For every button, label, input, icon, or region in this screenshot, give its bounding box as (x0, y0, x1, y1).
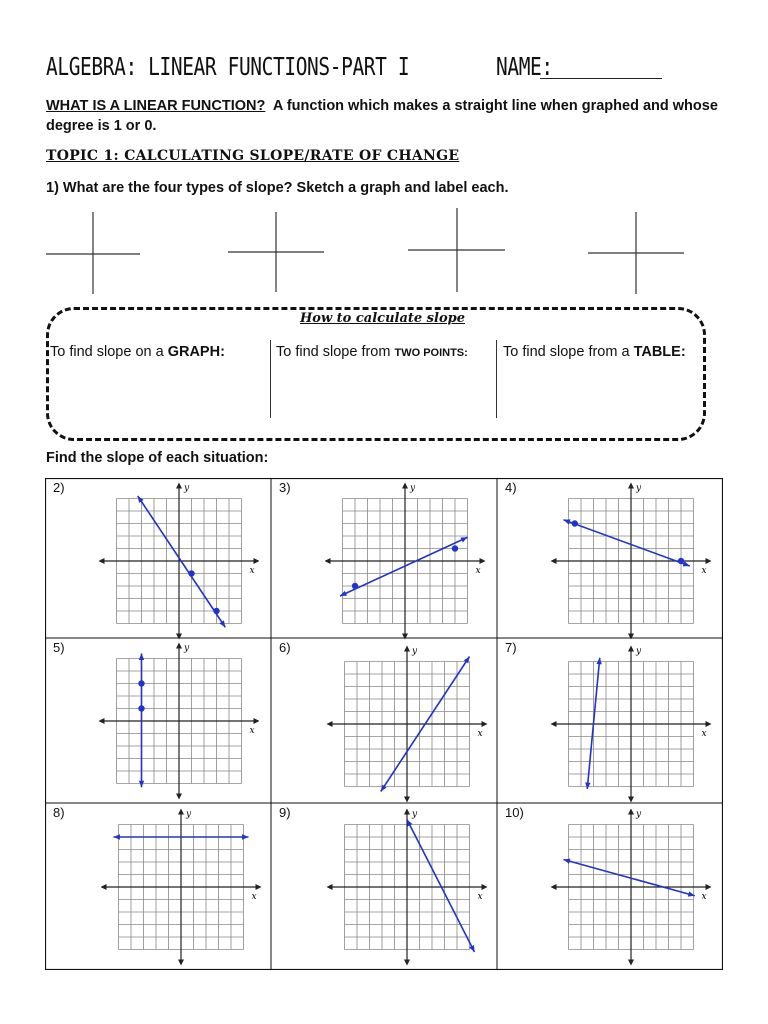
points-method-label (276, 344, 468, 360)
definition-paragraph (46, 96, 726, 136)
y-axis-label: y (412, 809, 418, 820)
x-axis-label: x (475, 566, 481, 576)
table-method-bold: TABLE: (633, 344, 686, 360)
y-axis-label: y (636, 809, 642, 820)
column-divider-2 (496, 340, 497, 418)
problem-number: 9) (279, 805, 291, 820)
x-axis-label: x (477, 729, 483, 739)
x-axis-label: x (477, 892, 483, 902)
problem-cell (271, 803, 497, 970)
y-axis-label: y (636, 646, 642, 657)
blank-axes-4 (588, 212, 684, 294)
table-method-label (503, 344, 686, 360)
problem-cell (45, 478, 271, 638)
slope-box-heading: How to calculate slope (300, 311, 465, 326)
x-axis-label: x (251, 892, 257, 902)
x-axis-label: x (249, 726, 255, 736)
worksheet-title: ALGEBRA: LINEAR FUNCTIONS-PART I (46, 52, 410, 81)
topic-heading: TOPIC 1: CALCULATING SLOPE/RATE OF CHANGE (46, 148, 460, 164)
column-divider-1 (270, 340, 271, 418)
name-blank-line[interactable] (540, 78, 662, 79)
y-axis-label: y (410, 483, 416, 494)
problem-number: 7) (505, 640, 517, 655)
problem-cell (271, 478, 497, 638)
graph-method-bold: GRAPH: (167, 344, 225, 360)
blank-axes-2 (228, 212, 324, 292)
points-method-bold: TWO POINTS: (394, 347, 468, 359)
x-axis-label: x (701, 729, 707, 739)
problem-number: 10) (505, 805, 524, 820)
problem-cell (45, 803, 271, 970)
problem-cell (497, 478, 723, 638)
x-axis-label: x (701, 892, 707, 902)
problem-cell (271, 638, 497, 803)
y-axis-label: y (184, 643, 190, 654)
slope-methods-box (46, 307, 706, 441)
blank-axes-3 (408, 208, 505, 292)
y-axis-label: y (184, 483, 190, 494)
problem-number: 4) (505, 480, 517, 495)
problem-number: 5) (53, 640, 65, 655)
definition-question: WHAT IS A LINEAR FUNCTION? (46, 98, 266, 114)
problem-number: 3) (279, 480, 291, 495)
problem-cell (497, 638, 723, 803)
find-slope-prompt: Find the slope of each situation: (46, 450, 269, 466)
problem-cell (497, 803, 723, 970)
points-method-text: To find slope from (276, 344, 395, 360)
x-axis-label: x (249, 566, 255, 576)
name-label: NAME: (496, 52, 553, 81)
graph-method-label (50, 344, 225, 360)
y-axis-label: y (636, 483, 642, 494)
definition-answer: A function which makes a straight line when graphed and whose degree is 1 or 0. (46, 98, 718, 134)
problem-number: 6) (279, 640, 291, 655)
slope-problems-grid (45, 478, 723, 970)
y-axis-label: y (186, 809, 192, 820)
x-axis-label: x (701, 566, 707, 576)
y-axis-label: y (412, 646, 418, 657)
graph-method-text: To find slope on a (50, 344, 168, 360)
blank-axes-row (0, 200, 768, 300)
problem-cell (45, 638, 271, 803)
blank-axes-1 (46, 212, 140, 294)
problem-number: 2) (53, 480, 65, 495)
table-method-text: To find slope from a (503, 344, 634, 360)
question-1: 1) What are the four types of slope? Sketch a graph and label each. (46, 180, 509, 196)
problem-number: 8) (53, 805, 65, 820)
